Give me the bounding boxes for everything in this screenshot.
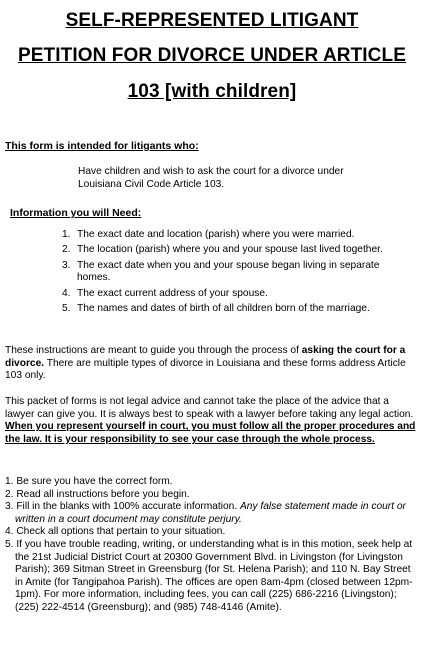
step-text: 5. If you have trouble reading, writing, or understanding what is in this motion, seek help at the 21st Judicial District Court at 20300 Government Blvd. in Livingston (for Livingston Parish); 369 Sitman Street in Greensburg (for St. Helena Parish); and 110 N. Bay Street in Amite (for Tangipahoa Parish). The offices are open 8am-4pm (closed between 12pm-1pm). For more information, including fees, you can call (225) 686-2216 (Livingston); (225) 222-4514 (Greensburg); and (985) 748-4146 (Amite). <box>5 538 413 613</box>
list-item: 5. The names and dates of birth of all children born of the marriage. <box>62 302 370 314</box>
list-item <box>5 526 419 539</box>
disclaimer-warning: When you represent yourself in court, you must follow all the proper procedures and the law. It is your responsibility to see your case through the whole process. <box>5 421 416 446</box>
step-text: 1. Be sure you have the correct form. <box>5 476 173 487</box>
document-title-line-3: 103 [with children] <box>127 81 297 102</box>
list-item: 1. The exact date and location (parish) where you were married. <box>62 229 355 240</box>
purpose-text-bold: asking the court for a divorce. <box>5 345 406 369</box>
list-item-text: The exact date when you and your spouse began living in separate homes. <box>77 259 380 284</box>
list-item <box>5 476 419 489</box>
perjury-warning: Any false statement made in court or written in a court document may constitute perjury. <box>15 501 406 525</box>
intended-for-text: Have children and wish to ask the court for a divorce under Louisiana Civil Code Article 103. <box>78 166 344 190</box>
purpose-paragraph <box>5 345 421 383</box>
information-needed-list <box>40 229 412 318</box>
list-item: 3. The exact date when you and your spouse began living in separate homes. <box>62 259 380 284</box>
document-title-line-1: SELF-REPRESENTED LITIGANT <box>65 10 359 31</box>
step-text: 4. Check all options that pertain to your situation. <box>5 526 226 538</box>
list-item-text: The location (parish) where you and your spouse last lived together. <box>77 244 383 256</box>
list-item <box>5 501 419 526</box>
list-item-text: The exact current address of your spouse. <box>77 287 268 299</box>
list-item-text: The names and dates of birth of all children born of the marriage. <box>77 302 370 314</box>
step-text: 3. Fill in the blanks with 100% accurate information. <box>5 501 240 513</box>
purpose-text-end: There are multiple types of divorce in Louisiana and these forms address Article 103 only. <box>5 357 406 382</box>
purpose-text-start: These instructions are meant to guide you through the process of <box>5 345 302 356</box>
list-item <box>5 489 419 502</box>
document-title-line-2: PETITION FOR DIVORCE UNDER ARTICLE <box>18 45 406 66</box>
list-item: 2. The location (parish) where you and your spouse last lived together. <box>62 244 383 256</box>
steps-list <box>5 476 419 615</box>
step-text: 2. Read all instructions before you begin. <box>5 488 190 500</box>
list-item <box>5 539 419 615</box>
disclaimer-text: This packet of forms is not legal advice and cannot take the place of the advice that a lawyer can give you. It is always best to speak with a lawyer before taking any legal action. <box>5 396 414 420</box>
disclaimer-paragraph <box>5 396 421 447</box>
intended-for-heading: This form is intended for litigants who: <box>5 140 199 152</box>
list-item-text: The exact date and location (parish) where you were married. <box>77 229 355 240</box>
information-needed-heading: Information you will Need: <box>10 207 142 219</box>
list-item: 4. The exact current address of your spouse. <box>62 287 268 299</box>
